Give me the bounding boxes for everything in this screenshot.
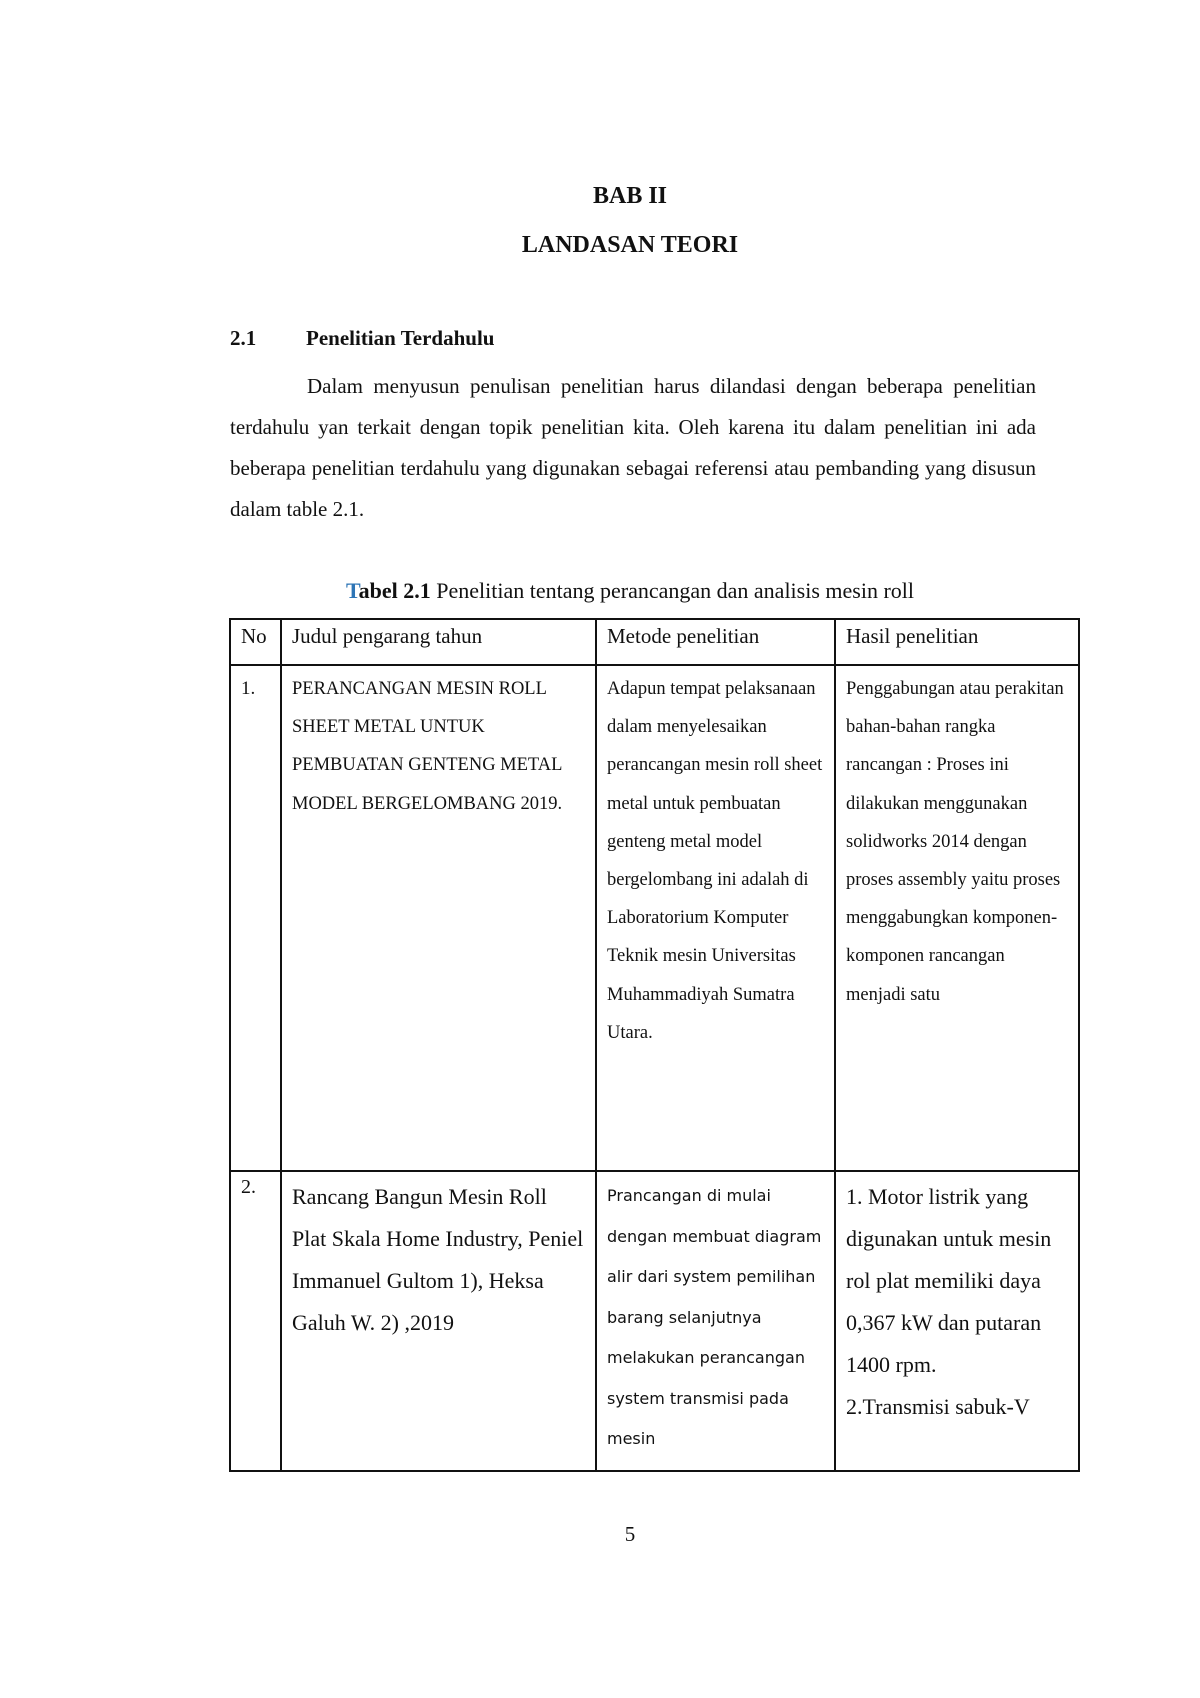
row-hasil-item-1: 1. Motor listrik yang digunakan untuk mesin rol plat memiliki daya 0,367 kW dan putaran 1400 rpm. [846,1184,1052,1377]
chapter-title: LANDASAN TEORI [521,232,739,258]
header-no: No [230,619,281,665]
section-number: 2.1 [230,326,257,350]
row-judul: Rancang Bangun Mesin Roll Plat Skala Home Industry, Peniel Immanuel Gultom 1), Heksa Galuh W. 2) ,2019 [281,1171,596,1471]
section-heading [230,326,494,351]
row-hasil: Penggabungan atau perakitan bahan-bahan rangka rancangan : Proses ini dilakukan menggunakan solidworks 2014 dengan proses assembly yaitu proses menggabungkan komponen-komponen rancangan menjadi satu [835,665,1079,1171]
table-row [230,665,1079,1171]
row-hasil [835,1171,1079,1471]
row-metode: Adapun tempat pelaksanaan dalam menyelesaikan perancangan mesin roll sheet metal untuk pembuatan genteng metal model bergelombang ini adalah di Laboratorium Komputer Teknik mesin Universitas Muhammadiyah Sumatra Utara. [596,665,835,1171]
section-title: Penelitian Terdahulu [306,326,495,350]
intro-paragraph [230,366,1036,530]
intro-text: Dalam menyusun penulisan penelitian harus dilandasi dengan beberapa penelitian terdahulu yan terkait dengan topik penelitian kita. Oleh karena itu dalam penelitian ini ada beberapa penelitian terdahulu yang digunakan sebagai referensi atau pembanding yang disusun dalam table 2.1. [230,374,1036,521]
table-row [230,1171,1079,1471]
header-hasil: Hasil penelitian [835,619,1079,665]
row-metode: Prancangan di mulai dengan membuat diagram alir dari system pemilihan barang selanjutnya melakukan perancangan system transmisi pada mesin [596,1171,835,1471]
row-hasil-item-2: 2.Transmisi sabuk-V [846,1394,1030,1419]
header-metode: Metode penelitian [596,619,835,665]
caption-first-letter: T [345,578,359,603]
research-table [229,618,1080,1472]
row-no: 1. [230,665,281,1171]
page-number: 5 [624,1522,636,1546]
header-judul: Judul pengarang tahun [281,619,596,665]
chapter-number: BAB II [592,183,668,209]
table-header-row [230,619,1079,665]
table-caption [0,578,1200,604]
row-judul: PERANCANGAN MESIN ROLL SHEET METAL UNTUK PEMBUATAN GENTENG METAL MODEL BERGELOMBANG 2019. [281,665,596,1171]
row-no: 2. [230,1171,281,1471]
caption-text: Penelitian tentang perancangan dan analisis mesin roll [430,578,915,603]
caption-label: abel 2.1 [358,578,431,603]
